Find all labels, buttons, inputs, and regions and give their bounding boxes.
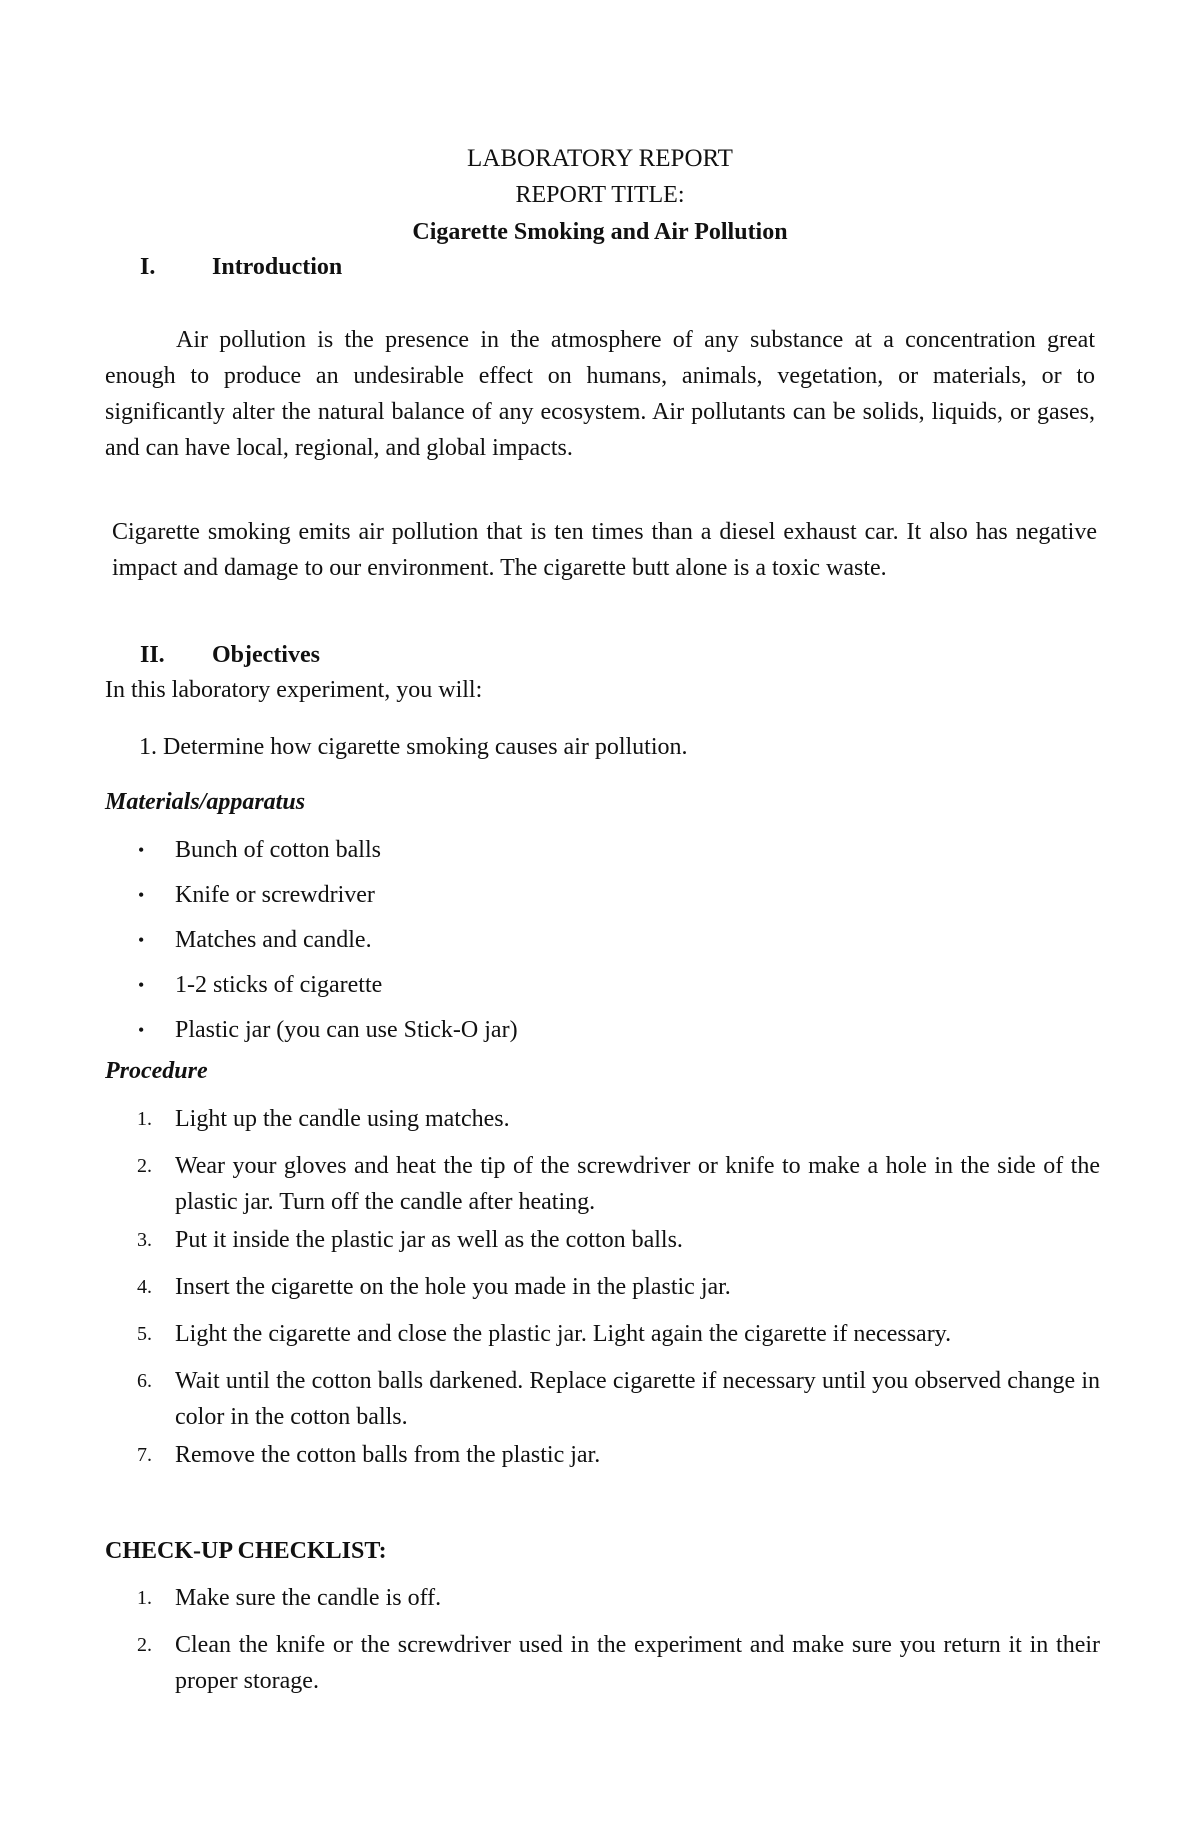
list-item: 3. Put it inside the plastic jar as well as the cotton balls. [105,1222,1100,1258]
list-item: 2. Wear your gloves and heat the tip of the screwdriver or knife to make a hole in the side of the plastic jar. Turn off the candle after heating. [105,1148,1100,1220]
materials-heading: Materials/apparatus [105,789,306,815]
bullet-icon: • [138,1020,145,1040]
list-item: • 1-2 sticks of cigarette [105,967,1100,1003]
checklist-heading: CHECK-UP CHECKLIST: [105,1538,387,1564]
step-number: 2. [137,1634,152,1656]
section-number: II. [140,642,165,668]
checklist-list [105,1580,1100,1699]
list-item: 1. Make sure the candle is off. [105,1580,1100,1616]
objective-item: 1. Determine how cigarette smoking causes air pollution. [139,734,688,760]
introduction-paragraph-1 [105,322,1095,466]
list-item: 6. Wait until the cotton balls darkened. Replace cigarette if necessary until you observed change in color in the cotton balls. [105,1363,1100,1435]
step-number: 2. [137,1155,152,1177]
section-title: Objectives [212,642,320,668]
report-header [0,140,1200,251]
paragraph-text: Cigarette smoking emits air pollution that is ten times than a diesel exhaust car. It also has negative impact and damage to our environment. The cigarette butt alone is a toxic waste. [112,519,1097,581]
report-label: LABORATORY REPORT [467,145,733,172]
bullet-icon: • [138,840,145,860]
objectives-heading [140,637,320,673]
bullet-icon: • [138,885,145,905]
step-number: 3. [137,1229,152,1251]
introduction-paragraph-2 [112,514,1097,586]
objectives-intro: In this laboratory experiment, you will: [105,677,483,703]
paragraph-text: Air pollution is the presence in the atmosphere of any substance at a concentration great enough to produce an undesirable effect on humans, animals, vegetation, or materials, or to significantly alter the natural balance of any ecosystem. Air pollutants can be solids, liquids, or gases, and can have local, regional, and global impacts. [105,327,1095,461]
step-number: 5. [137,1323,152,1345]
list-item: 2. Clean the knife or the screwdriver used in the experiment and make sure you return it in their proper storage. [105,1627,1100,1699]
report-title: Cigarette Smoking and Air Pollution [412,219,788,245]
section-number: I. [140,254,156,280]
materials-list [105,832,1100,1048]
list-item: 1. Light up the candle using matches. [105,1101,1100,1137]
bullet-icon: • [138,930,145,950]
step-number: 1. [137,1108,152,1130]
procedure-heading: Procedure [105,1058,208,1084]
introduction-heading [140,249,342,285]
list-item: • Knife or screwdriver [105,877,1100,913]
list-item: • Plastic jar (you can use Stick-O jar) [105,1012,1100,1048]
bullet-icon: • [138,975,145,995]
step-number: 4. [137,1276,152,1298]
list-item: 5. Light the cigarette and close the plastic jar. Light again the cigarette if necessary. [105,1316,1100,1352]
step-number: 7. [137,1444,152,1466]
report-title-label: REPORT TITLE: [515,182,685,208]
step-number: 1. [137,1587,152,1609]
list-item: 7. Remove the cotton balls from the plastic jar. [105,1437,1100,1473]
step-number: 6. [137,1370,152,1392]
list-item: • Matches and candle. [105,922,1100,958]
list-item: • Bunch of cotton balls [105,832,1100,868]
list-item: 4. Insert the cigarette on the hole you made in the plastic jar. [105,1269,1100,1305]
procedure-list [105,1101,1100,1473]
section-title: Introduction [212,254,343,280]
